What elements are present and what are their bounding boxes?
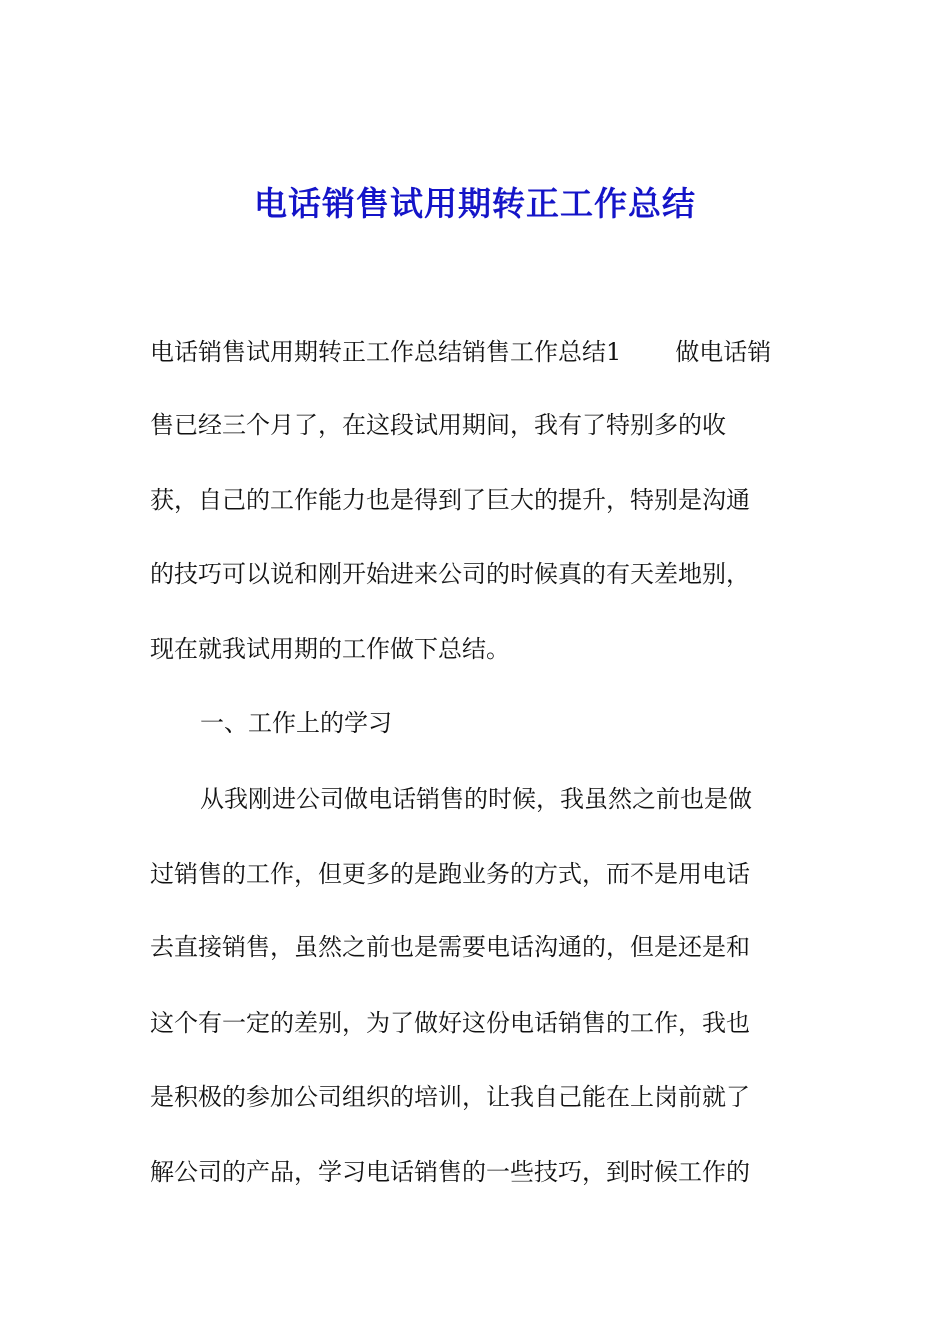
paragraph-2-line-2: 过销售的工作，但更多的是跑业务的方式，而不是用电话 <box>150 860 750 888</box>
paragraph-1-line-4: 的技巧可以说和刚开始进来公司的时候真的有天差地别， <box>150 560 750 588</box>
paragraph-1-line-2: 售已经三个月了，在这段试用期间，我有了特别多的收 <box>150 411 726 439</box>
paragraph-2-line-3: 去直接销售，虽然之前也是需要电话沟通的，但是还是和 <box>150 933 750 961</box>
paragraph-1-lead-tail: 做电话销 <box>675 338 772 366</box>
document-title: 电话销售试用期转正工作总结 <box>254 184 696 223</box>
paragraph-1-line-5: 现在就我试用期的工作做下总结。 <box>150 635 510 663</box>
section-1-heading: 一、工作上的学习 <box>200 709 392 737</box>
paragraph-2-line-6: 解公司的产品，学习电话销售的一些技巧，到时候工作的 <box>150 1158 750 1186</box>
paragraph-2-line-4: 这个有一定的差别，为了做好这份电话销售的工作，我也 <box>150 1009 750 1037</box>
paragraph-1-lead: 电话销售试用期转正工作总结销售工作总结1 <box>150 338 622 366</box>
paragraph-1-line-1 <box>150 337 771 367</box>
paragraph-2-line-1: 从我刚进公司做电话销售的时候，我虽然之前也是做 <box>200 785 752 813</box>
paragraph-2-line-5: 是积极的参加公司组织的培训，让我自己能在上岗前就了 <box>150 1083 750 1111</box>
paragraph-1-line-3: 获，自己的工作能力也是得到了巨大的提升，特别是沟通 <box>150 486 750 514</box>
